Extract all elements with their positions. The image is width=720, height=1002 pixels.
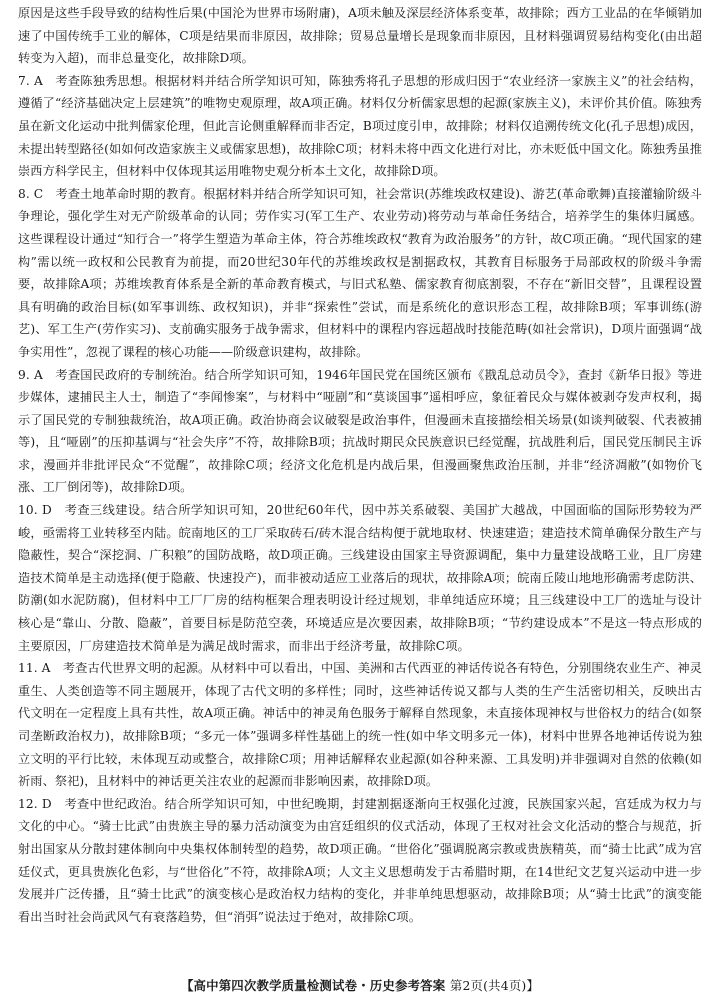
answer-item-7: 7. A 考查陈独秀思想。根据材料并结合所学知识可知，陈独秀将孔子思想的形成归因于“农业经济一家族主义”的社会结构，遵循了“经济基础决定上层建筑”的唯物史观原理，故A项正确。材料仅分析儒家思想的起源(家族主义)，未评价其价值。陈独秀虽在新文化运动中批判儒家伦理，但此言论侧重解释而非否定，B项过度引申，故排除；材料仅追溯传统文化(孔子思想)成因，未提出转型路径(如如何改造家族主义或儒家思想)，故排除C项；材料未将中西文化进行对比，亦未贬低中国文化。陈独秀虽推崇西方科学民主，但材料中仅体现其运用唯物史观分析本土文化，故排除D项。: [18, 73, 702, 179]
answer-item-10: 10. D 考查三线建设。结合所学知识可知，20世纪60年代，因中苏关系破裂、美国扩大越战，中国面临的国际形势较为严峻，亟需将工业转移至内陆。皖南地区的工厂采取砖石/砖木混合结构便于就地取材、快速建造；建造技术简单确保分散生产与隐蔽性，契合“深挖洞、广积粮”的国防战略，故D项正确。三线建设由国家主导资源调配，集中力量建设战略工业，且厂房建造技术简单是主动选择(便于隐蔽、快速投产)，而非被动适应工业落后的现状，故排除A项；皖南丘陵山地地形确需考虑防洪、防潮(如水泥防腐)，但材料中工厂厂房的结构框架合理表明设计经过规划，非单纯适应环境；且三线建设中工厂的选址与设计核心是“靠山、分散、隐蔽”，首要目标是防范空袭，环境适应是次要因素，故排除B项；“节约建设成本”不是这一特点形成的主要原因，厂房建造技术简单是为满足战时需求，而非出于经济考量，故排除C项。: [18, 503, 702, 653]
footer-page-number: 第2页(共4页)】: [449, 978, 540, 993]
answer-item-11: 11. A 考查古代世界文明的起源。从材料中可以看出，中国、美洲和古代西亚的神话传说各有特色，分别围绕农业生产、神灵重生、人类创造等不同主题展开，体现了古代文明的多样性；同时，这些神话传说又都与人类的生产生活密切相关，反映出古代文明在一定程度上具有共性，故A项正确。神话中的神灵角色服务于解释自然现象，未直接体现神权与世俗权力的结合(如祭司垄断政治权力)，故排除B项；“多元一体”强调多样性基础上的统一性(如中华文明多元一体)，材料中世界各地神话传说为独立文明的平行比较，未体现互动或整合，故排除C项；用神话解释农业起源(如谷种来源、工具发明)并非强调对自然的依赖(如祈雨、祭祀)，且材料中的神话更关注农业的起源而非影响因素，故排除D项。: [18, 661, 702, 789]
page-footer: [0, 976, 720, 994]
footer-title: 【高中第四次教学质量检测试卷・历史参考答案: [180, 978, 446, 993]
answer-item-9: 9. A 考查国民政府的专制统治。结合所学知识可知，1946年国民党在国统区颁布《戡乱总动员令》，查封《新华日报》等进步媒体，逮捕民主人士，制造了“李闻惨案”，与材料中“哑剧”和“莫谈国事”遥相呼应，象征着民众与媒体被剥夺发声权利，揭示了国民党的专制独裁统治，故A项正确。政治协商会议破裂是政治事件，但漫画未直接描绘相关场景(如谈判破裂、代表被捕等)，且“哑剧”的压抑基调与“社会失序”不符，故排除B项；抗战时期民众民族意识已经觉醒，抗战胜利后，国民党压制民主诉求，漫画并非批评民众“不觉醒”，故排除C项；经济文化危机是内战后果，但漫画聚焦政治压制，并非“经济凋敝”(如物价飞涨、工厂倒闭等)，故排除D项。: [18, 367, 702, 495]
answer-item-continuation: 原因是这些手段导致的结构性后果(中国沦为世界市场附庸)，A项未触及深层经济体系变革，故排除；西方工业品的在华倾销加速了中国传统手工业的解体，C项是结果而非原因，故排除；贸易总量增长是现象而非原因，且材料强调贸易结构变化(由出超转变为入超)，而非总量变化，故排除D项。: [18, 6, 702, 66]
answer-item-8: 8. C 考查土地革命时期的教育。根据材料并结合所学知识可知，社会常识(苏维埃政权建设)、游艺(革命歌舞)直接灌输阶级斗争理论，强化学生对无产阶级革命的认同；劳作实习(军工生产、农业劳动)将劳动与革命任务结合，培养学生的集体归属感。这些课程设计通过“知行合一”将学生塑造为革命主体，符合苏维埃政权“教育为政治服务”的方针，故C项正确。“现代国家的建构”需以统一政权和公民教育为前提，而20世纪30年代的苏维埃政权是割据政权，其教育目标服务于局部政权的阶级斗争需要，故排除A项；苏维埃教育体系是全新的革命教育模式，与旧式私塾、儒家教育彻底割裂，不存在“新旧交替”，且课程设置具有明确的政治目标(如军事训练、政权知识)，并非“探索性”尝试，而是系统化的意识形态工程，故排除B项；军事训练(游艺)、军工生产(劳作实习)、支前确实服务于战争需求，但材料中的课程内容远超战时技能范畴(如社会常识)，D项片面强调“战争实用性”，忽视了课程的核心功能——阶级意识建构，故排除。: [18, 186, 702, 359]
answer-item-12: 12. D 考查中世纪政治。结合所学知识可知，中世纪晚期，封建割据逐渐向王权强化过渡，民族国家兴起，宫廷成为权力与文化的中心。“骑士比武”由贵族主导的暴力活动演变为由宫廷组织的仪式活动，体现了王权对社会文化活动的整合与规范，折射出国家从分散封建体制向中央集权体制转型的趋势，故D项正确。“世俗化”强调脱离宗教或贵族精英，而“骑士比武”成为宫廷仪式，更具贵族化色彩，与“世俗化”不符，故排除A项；人文主义思想萌发于古希腊时期，在14世纪文艺复兴运动中进一步发展并广泛传播，且“骑士比武”的演变核心是政治权力结构的变化，并非单纯思想驱动，故排除B项；从“骑士比武”的演变能看出当时社会尚武风气有衰落趋势，但“消弭”说法过于绝对，故排除C项。: [18, 796, 702, 924]
